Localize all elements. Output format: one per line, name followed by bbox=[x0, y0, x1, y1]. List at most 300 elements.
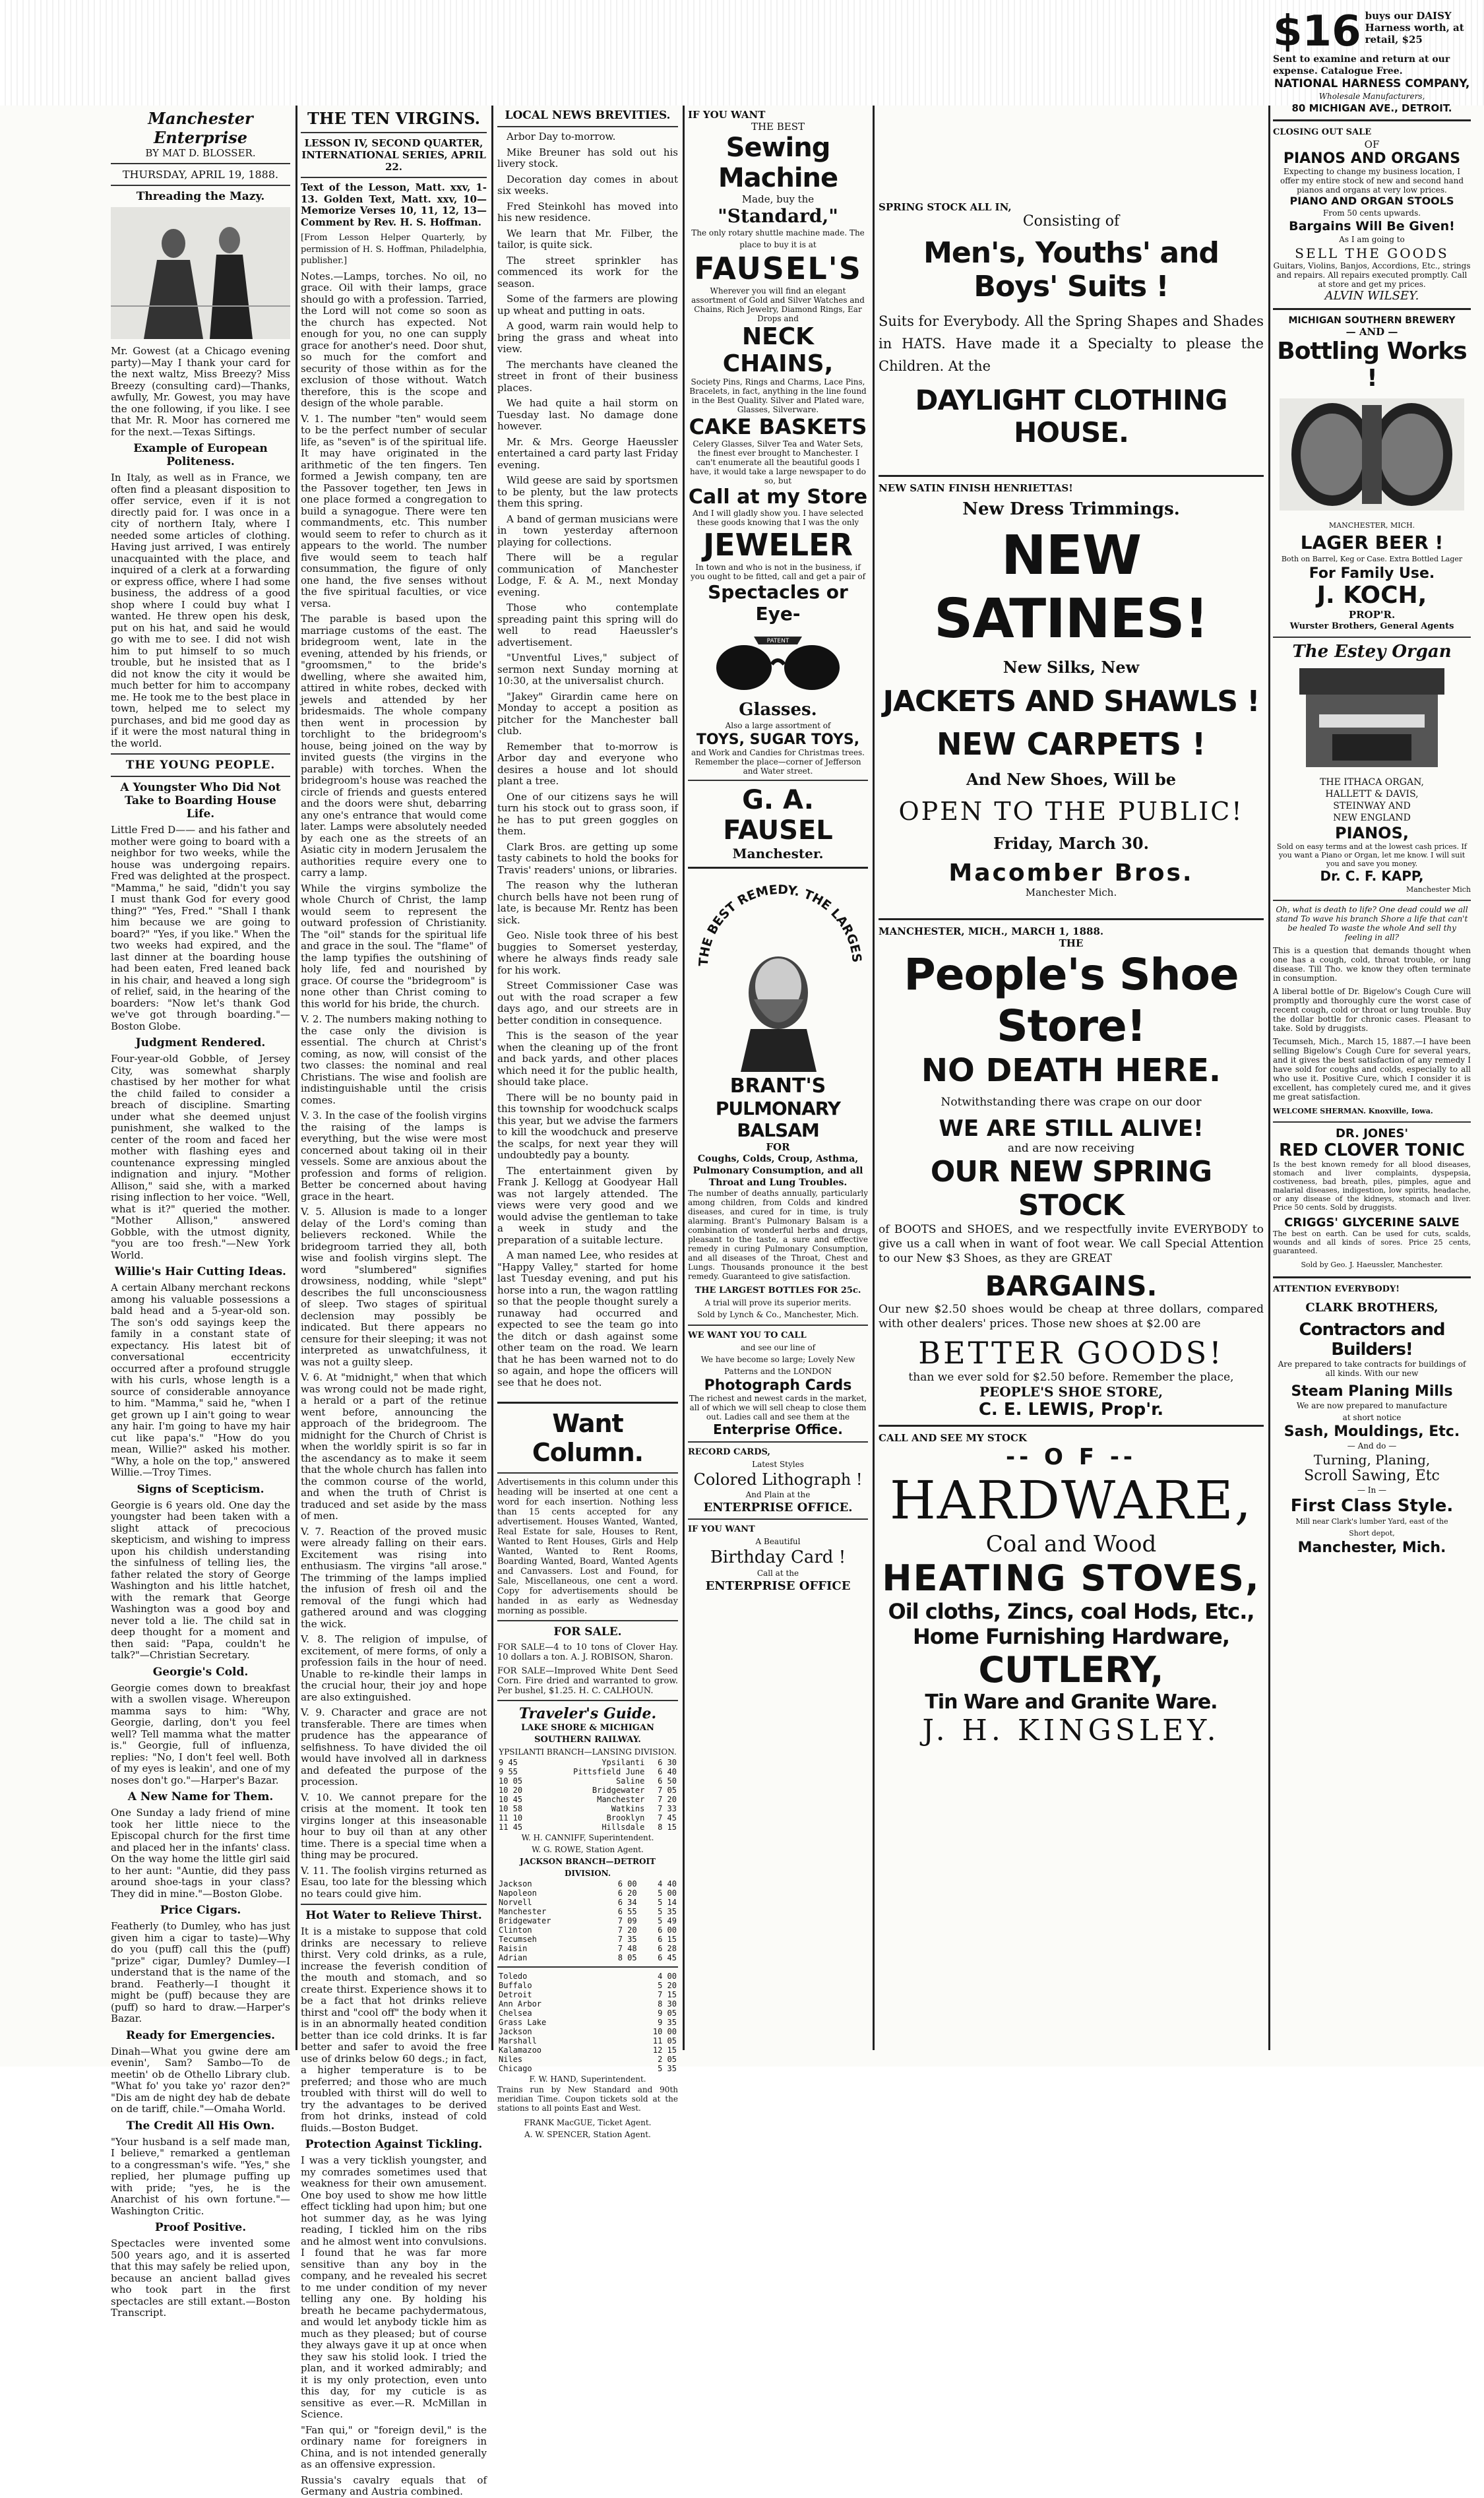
ad-line: Mill near Clark's lumber Yard, east of the bbox=[1295, 1517, 1448, 1526]
station-name: Napoleon bbox=[499, 1889, 537, 1898]
local-news-item: Some of the farmers are plowing up wheat and putting in oats. bbox=[497, 293, 678, 317]
article-text: "Your husband is a self made man, I believe," remarked a gentleman to a congressman's wife. "Yes," she replied, her plumage puffing up with pride; "yes, he is the Anarchist of his own fortune."—Washington Critic. bbox=[111, 2135, 290, 2217]
ad-line: — AND — bbox=[1345, 326, 1398, 338]
station-name: Bridgewater bbox=[499, 1916, 551, 1925]
ad-line: at short notice bbox=[1342, 1413, 1402, 1422]
article-text: V. 9. Character and grace are not transferable. There are times when prudence has the appearance of selfishness. To have divided the oil would have involved all in darkness and defeated the purpose of the procession. bbox=[301, 1706, 487, 1788]
ad-text: Wherever you will find an elegant assortment of Gold and Silver Watches and Chains, Rich Jewelry, Diamond Rings, Ear Drops and bbox=[691, 286, 865, 323]
stools-heading: PIANO AND ORGAN STOOLS bbox=[1289, 195, 1454, 207]
train-time: 5 00 bbox=[658, 1889, 677, 1898]
for-sale-ad: FOR SALE—Improved White Dent Seed Corn. Fire dried and warranted to grow. Per bushel, $1.25. H. C. CALHOUN. bbox=[497, 1666, 678, 1696]
timetable-row bbox=[497, 1823, 678, 1832]
timetable-row bbox=[497, 2064, 678, 2073]
article-text: Notes.—Lamps, torches. No oil, no grace. Oil with their lamps, grace should go with a profession. Tarried, the Lord will not come so soon as the church has expected. Not enough for you, no one can supply grace for another's need. Door shut, so much for the comfort and security of those within as for the exclusion of those without. Watch therefore, this is the scope and design of the whole parable. bbox=[301, 270, 487, 409]
station-name: Manchester bbox=[499, 1907, 547, 1916]
ad-text: Guitars, Violins, Banjos, Accordions, Etc., strings and repairs. All repairs executed promptly. Call at store and get my prices. bbox=[1273, 261, 1471, 289]
ad-line: We are now prepared to manufacture bbox=[1296, 1401, 1448, 1410]
station-agent: A. W. SPENCER, Station Agent. bbox=[524, 2130, 651, 2139]
glasses-heading: Glasses. bbox=[739, 700, 817, 720]
article-text: Dinah—What you gwine dere am evenin', Sam? Sambo—To de meetin' ob de Othello Library club. "What fo' you take yo' razor den?" "Dis am de night dey hab de debate on de tariff, chile."—Omaha World. bbox=[111, 2045, 290, 2115]
timetable-row bbox=[497, 1972, 678, 1981]
station-name: Tecumseh bbox=[499, 1935, 537, 1944]
organ-line: THE ITHACA ORGAN, bbox=[1320, 777, 1424, 788]
ad-line: than we ever sold for $2.50 before. Remember the place, bbox=[908, 1371, 1234, 1384]
timetable-main-line bbox=[497, 1972, 678, 2073]
station-name: Marshall bbox=[499, 2036, 537, 2045]
train-time: 7 20 bbox=[658, 1795, 677, 1804]
toys-heading: TOYS, SUGAR TOYS, bbox=[696, 732, 860, 748]
train-time: 6 15 bbox=[658, 1935, 677, 1944]
jeweler-heading: JEWELER bbox=[703, 527, 853, 563]
article-text: Spectacles were invented some 500 years ago, and it is asserted that this may safely be relied upon, because an ancient ballad gives who took part in the first spectacles are still extant.—Boston Transcript. bbox=[111, 2237, 290, 2319]
train-time: 8 30 bbox=[658, 1999, 677, 2009]
article-text: V. 8. The religion of impulse, of excitement, of mere forms, of only a profession fails in the hour of need. Unable to re-kindle their lamps in the crucial hour, their joy and hope are also extinguished. bbox=[301, 1633, 487, 1703]
train-time: 6 30 bbox=[658, 1758, 677, 1767]
new-carpets-heading: NEW CARPETS ! bbox=[936, 726, 1206, 762]
ad-line: THE BEST bbox=[751, 121, 805, 133]
station-name: 9 55 bbox=[499, 1767, 518, 1776]
ad-text: and Work and Candies for Christmas trees. Remember the place—corner of Jefferson and Water street. bbox=[691, 748, 865, 776]
station-name: Ann Arbor bbox=[499, 1999, 542, 2009]
train-time: 7 05 bbox=[658, 1786, 677, 1795]
timetable-row bbox=[497, 1879, 678, 1889]
oil-cloths-heading: Oil cloths, Zincs, coal Hods, Etc., bbox=[888, 1599, 1254, 1624]
local-news-item: Clark Bros. are getting up some tasty cabinets to hold the books for Travis' readers' unions, or libraries. bbox=[497, 840, 678, 876]
local-news-item: Geo. Nisle took three of his best buggies to Somerset yesterday, where he always finds ready sale for his work. bbox=[497, 929, 678, 976]
agents: Wurster Brothers, General Agents bbox=[1289, 621, 1454, 631]
merchant-name: G. A. FAUSEL bbox=[723, 785, 833, 846]
ad-line: Short depot, bbox=[1349, 1529, 1395, 1538]
dateline: MANCHESTER, MICH., MARCH 1, 1888. bbox=[879, 925, 1104, 937]
station-name: 11 45 bbox=[499, 1823, 523, 1832]
svg-text:THE BEST REMEDY. THE LARGEST: THE BEST REMEDY. THE LARGES bbox=[696, 882, 864, 967]
timetable-row bbox=[497, 2055, 678, 2064]
station-name: 11 10 bbox=[499, 1813, 523, 1823]
top-margin-scan-noise bbox=[0, 0, 1484, 106]
train-time: 8 05 bbox=[617, 1953, 637, 1962]
station-name: Jackson bbox=[499, 1879, 532, 1889]
birthday-card-heading: Birthday Card ! bbox=[710, 1547, 846, 1567]
proprietor-name: J. KOCH, bbox=[1316, 582, 1427, 609]
harness-company: NATIONAL HARNESS COMPANY, bbox=[1274, 77, 1470, 90]
enterprise-office: Enterprise Office. bbox=[713, 1421, 843, 1437]
headline: Georgie's Cold. bbox=[152, 1665, 249, 1679]
article-text: Little Fred D—— and his father and mother were going to board with a neighbor for two weeks, while the house was undergoing repairs. Fred was delighted at the prospect. "Mamma," he said, "didn't you say I must thank God for every good thing?" "Yes, Fred." "Shall I thank him because we are going to board?" "Yes, if you like." When the two weeks had expired, and the last dinner at the boarding house had been eaten, Fred leaned back in his chair, and heaved a long sigh of relief, said, in the hearing of the boarders: "Now let's thank God we've got through boarding."—Boston Globe. bbox=[111, 824, 290, 1032]
train-time: 4 40 bbox=[658, 1879, 677, 1889]
ad-line: Sold by Lynch & Co., Manchester, Mich. bbox=[697, 1310, 859, 1319]
train-time: 6 00 bbox=[658, 1925, 677, 1935]
town-name: Manchester, Mich. bbox=[1297, 1540, 1446, 1556]
ad-text: Coughs, Colds, Croup, Asthma, Pulmonary Consumption, and all Throat and Lung Troubles. bbox=[693, 1154, 863, 1188]
timetable-note: Trains run by New Standard and 90th meridian Time. Coupon tickets sold at the stations to all points East and West. bbox=[497, 2085, 678, 2113]
town-name: MANCHESTER, MICH. bbox=[1328, 521, 1415, 530]
ad-text: The best on earth. Can be used for cuts, scalds, wounds and all kinds of sores. Price 25 cents, guaranteed. bbox=[1273, 1230, 1471, 1255]
station-name: Adrian bbox=[499, 1953, 528, 1962]
no-death-heading: NO DEATH HERE. bbox=[921, 1052, 1221, 1089]
train-time: 6 45 bbox=[658, 1953, 677, 1962]
article-text: The parable is based upon the marriage customs of the east. The bridegroom went, late in the evening, attended by his friends, or "groomsmen," to the bride's dwelling, where she awaited him, attired in white robes, decked with jewels and attended by her bridesmaids. The whole company then went in procession by torchlight to the bridegroom's house, being joined on the way by invited guests (the virgins in the parable) with torches. When the bridegroom's house was reached the circle of friends and guests entered and the doors were shut, debarring any one's entrance that would come later. Lamps were absolutely needed by each one as the streets of an Asiatic city in modern Jerusalem the authorities require every one to carry a lamp. bbox=[301, 613, 487, 879]
steam-planing-heading: Steam Planing Mills bbox=[1291, 1383, 1453, 1400]
local-news-item: Wild geese are said by sportsmen to be plenty, but the law protects them this spring. bbox=[497, 474, 678, 509]
organ-line: NEW ENGLAND bbox=[1333, 813, 1411, 823]
timetable-row bbox=[497, 1776, 678, 1786]
article-text: V. 10. We cannot prepare for the crisis at the moment. It took ten virgins longer at this inseasonable hour to buy oil than at any other time. There is a special time when a thing may be procured. bbox=[301, 1791, 487, 1861]
ad-text: Is the best known remedy for all blood diseases, stomach and liver complaints, dyspepsia, costiveness, bad breath, piles, pimples, ague and malarial diseases, indigestion, low spirits, headache, or any disease of the kidneys, stomach and liver. Price 50 cents. Sold by druggists. bbox=[1273, 1160, 1471, 1212]
station-name: Grass Lake bbox=[499, 2018, 547, 2027]
timetable-row bbox=[497, 1916, 678, 1925]
local-news-item: Mike Breuner has sold out his livery stock. bbox=[497, 146, 678, 170]
train-time: 6 40 bbox=[658, 1767, 677, 1776]
ad-text: Our new $2.50 shoes would be cheap at three dollars, compared with other dealers' prices. Those new shoes at $2.00 are bbox=[879, 1303, 1264, 1330]
station-name: Niles bbox=[499, 2055, 523, 2064]
heating-stoves-heading: HEATING STOVES, bbox=[882, 1557, 1260, 1599]
kapp-name: Dr. C. F. KAPP, bbox=[1320, 868, 1424, 884]
caption: Mr. Gowest (at a Chicago evening party)—May I thank your card for the next waltz, Miss Breezy? Miss Breezy (consulting card)—Thanks, awfully, Mr. Gowest, you may have the one following, if you like. I see that Mr. R. Moor has cornered me for the next.—Texas Siftings. bbox=[111, 345, 290, 438]
train-time: 11 05 bbox=[652, 2036, 677, 2045]
headline: Threading the Mazy. bbox=[136, 190, 265, 203]
ad-line: Made, buy the bbox=[741, 193, 815, 205]
proprietor-name: C. E. LEWIS, Prop'r. bbox=[978, 1400, 1164, 1420]
train-time: Bridgewater bbox=[592, 1786, 645, 1795]
ad-line: — In — bbox=[1357, 1485, 1387, 1495]
address: 80 MICHIGAN AVE., DETROIT. bbox=[1291, 102, 1452, 114]
local-news-list bbox=[497, 131, 678, 1389]
local-news-item: A man named Lee, who resides at "Happy Valley," started for home last Tuesday evening, and put his horse into a run, the wagon rattling so that the people thought surely a runaway had occurred and expected to see the team go into the ditch or dash against some other team on the road. We learn that he has been warned not to do so again, and hope the officers will see that he does not. bbox=[497, 1249, 678, 1389]
train-time: Saline bbox=[616, 1776, 645, 1786]
timetable-row bbox=[497, 1758, 678, 1767]
standard-heading: "Standard," bbox=[718, 205, 838, 227]
ad-text: Sent to examine and return at our expense. Catalogue Free. bbox=[1273, 54, 1450, 77]
timetable-row bbox=[497, 1767, 678, 1776]
kingsley-heading: J. H. KINGSLEY. bbox=[922, 1714, 1220, 1747]
ad-line: FOR bbox=[766, 1141, 790, 1153]
article-text: V. 1. The number "ten" would seem to be the perfect number of secular life, as "seven" is of the spiritual life. It may have originated in the arithmetic of the ten fingers. Ten formed a Jewish company, ten are the Passover together, ten Jews in one place formed a congregation to build a synagogue. There were ten commandments, etc. This number would seem to refer to church as it appears to the world. The number five would seem to teach half consummation, the figure of only one hand, the five senses without the five spiritual faculties, or vice versa. bbox=[301, 412, 487, 609]
ad-text: of BOOTS and SHOES, and we respectfully invite EVERYBODY to give us a call when in want of foot wear. We call Special Attention to our New $3 Shoes, as they are GREAT bbox=[879, 1223, 1264, 1265]
jackets-shawls-heading: JACKETS AND SHAWLS ! bbox=[882, 685, 1260, 718]
train-time: 5 14 bbox=[658, 1898, 677, 1907]
coal-wood-heading: Coal and Wood bbox=[985, 1531, 1157, 1557]
ad-line: Sold by Geo. J. Haeussler, Manchester. bbox=[1301, 1261, 1443, 1269]
article-text: Four-year-old Gobble, of Jersey City, was somewhat sharply chastised by her mother for what the child failed to consider a breach of discipline. Smarting under what she deemed unjust punishment, she walked to the center of the room and faced her mother with flashing eyes and countenance expressing mingled indignation and injury. "Mother Allison," said she, with a marked rising inflection to her voice. "Well, what is it?" queried the mother. "Mother Allison," answered Gobble, with the utmost dignity, "you are too fresh."—New York World. bbox=[111, 1053, 290, 1261]
train-time: Ypsilanti bbox=[602, 1758, 645, 1767]
station-name: 10 20 bbox=[499, 1786, 523, 1795]
ad-text: Expecting to change my business location, I offer my entire stock of new and second hand pianos and organs at very low prices. bbox=[1280, 167, 1464, 195]
tin-ware-heading: Tin Ware and Granite Ware. bbox=[925, 1691, 1218, 1714]
station-name: Detroit bbox=[499, 1990, 532, 1999]
svg-text:PATENT: PATENT bbox=[766, 638, 789, 644]
station-name: Clinton bbox=[499, 1925, 532, 1935]
train-time: 10 00 bbox=[652, 2027, 677, 2036]
for-sale-title: FOR SALE. bbox=[553, 1625, 622, 1639]
local-news-item: Arbor Day to-morrow. bbox=[507, 131, 616, 142]
article-text: V. 5. Allusion is made to a longer delay of the Lord's coming than believers reckoned. While the bridegroom tarried they all, both wise and foolish virgins slept. The word "slumbered" signifies drowsiness, nodding, while "slept" describes the full unconsciousness of sleep. Two stages of spiritual declension may possibly be indicated. But there appears no censure for their sleeping; it was not interpreted as unwatchfulness, it was not a guilty sleep. bbox=[301, 1206, 487, 1368]
suits-heading: Men's, Youths' and Boys' Suits ! bbox=[923, 236, 1219, 303]
train-time: 9 35 bbox=[658, 2018, 677, 2027]
timetable-ypsilanti bbox=[497, 1758, 678, 1832]
ad-line: OF bbox=[1364, 139, 1380, 150]
brants-balsam-portrait bbox=[688, 874, 868, 1072]
ad-intro: IF YOU WANT bbox=[688, 1524, 755, 1534]
train-time: 12 15 bbox=[652, 2045, 677, 2055]
article-text: I was a very ticklish youngster, and my comrades sometimes used that weakness for their own amusement. One boy used to show me how little effect tickling had upon him; but one hot summer day, as he was lying reading, I tickled him on the ribs and he almost went into convulsions. I found that he was far more sensitive than any boy in the company, and he revealed his secret to me under condition of my never telling any one. By holding his breath he became pachydermatous, and would let anybody tickle him as much as they pleased; but of course they always gave it up at once when they saw his stolid look. I tried the plan, and it worked admirably; and it is my only protection, even unto this day, for my cuticle is as sensitive as ever.—R. McMillan in Science. bbox=[301, 2154, 487, 2420]
ad-text: Sold on easy terms and at the lowest cash prices. If you want a Piano or Organ, let me know. I will suit you and save you money. bbox=[1277, 842, 1467, 868]
column-1 bbox=[111, 109, 290, 2319]
ad-intro: NEW SATIN FINISH HENRIETTAS! bbox=[879, 482, 1073, 494]
bargains-heading: BARGAINS. bbox=[985, 1270, 1158, 1302]
timetable-row bbox=[497, 2009, 678, 2018]
timetable-row bbox=[497, 1813, 678, 1823]
ad-line: THE bbox=[1059, 937, 1084, 949]
column-6 bbox=[1273, 7, 1471, 2050]
column-rule bbox=[491, 106, 493, 2050]
ad-intro: ATTENTION EVERYBODY! bbox=[1273, 1284, 1400, 1294]
ad-intro: RECORD CARDS, bbox=[688, 1447, 770, 1457]
brewery-name: MICHIGAN SOUTHERN BREWERY bbox=[1288, 315, 1456, 326]
article-text: It is a mistake to suppose that cold drinks are necessary to relieve thirst. Very cold drinks, as a rule, increase the feverish condition of the mouth and stomach, and so create thirst. Experience shows it to be a fact that hot drinks relieve thirst and "cool off" the body when it is in an abnormally heated condition better than ice cold drinks. It is far better and safer to avoid the free use of drinks below 60 degs.; in fact, a higher temperature is to be preferred; and those who are much troubled with thirst will do well to try the advantages to be derived from hot drinks, instead of cold fluids.—Boston Budget. bbox=[301, 1925, 487, 2134]
family-use-heading: For Family Use. bbox=[1309, 565, 1435, 582]
headline: A Youngster Who Did Not Take to Boarding House Life. bbox=[120, 781, 281, 821]
ad-line: New Silks, New bbox=[1003, 658, 1140, 677]
local-news-item: This is the season of the year when the cleaning up of the front and back yards, and other places which need it for the public health, should take place. bbox=[497, 1030, 678, 1088]
new-satines-heading: NEW SATINES! bbox=[934, 524, 1208, 650]
article-text: Russia's cavalry equals that of Germany and Austria combined. bbox=[301, 2474, 487, 2497]
local-news-item: The reason why the lutheran church bells have not been rung of late, is because Mr. Rentz has been sick. bbox=[497, 879, 678, 926]
headline: Willie's Hair Cutting Ideas. bbox=[115, 1265, 286, 1278]
article-text: V. 11. The foolish virgins returned as Esau, too late for the blessing which no tears could give him. bbox=[301, 1864, 487, 1900]
still-alive-heading: WE ARE STILL ALIVE! bbox=[939, 1115, 1204, 1142]
organ-illustration bbox=[1273, 662, 1471, 774]
local-news-item: "Unventful Lives," subject of sermon next Sunday morning at 10:30, at the universalist church. bbox=[497, 652, 678, 687]
timetable-row bbox=[497, 1935, 678, 1944]
ad-intro: IF YOU WANT bbox=[688, 109, 766, 121]
ad-line: And Plain at the bbox=[745, 1490, 811, 1499]
lesson-text-reference: Text of the Lesson, Matt. xxv, 1-13. Golden Text, Matt. xxv, 10—Memorize Verses 10, 11, 12, 13—Comment by Rev. H. S. Hoffman. bbox=[301, 181, 487, 228]
ad-text: Society Pins, Rings and Charms, Lace Pins, Bracelets, in fact, anything in the line found in the Best Quality. Silver and Plated ware, Glasses, Silverware. bbox=[689, 377, 867, 414]
bargains-heading: Bargains Will Be Given! bbox=[1289, 219, 1455, 234]
lager-beer-heading: LAGER BEER ! bbox=[1300, 532, 1444, 553]
train-time: 5 49 bbox=[658, 1916, 677, 1925]
superintendent: W. H. CANNIFF, Superintendent. bbox=[521, 1833, 654, 1842]
train-time: 7 45 bbox=[658, 1813, 677, 1823]
ad-line: And New Shoes, Will be bbox=[966, 770, 1176, 789]
headline: Protection Against Tickling. bbox=[305, 2138, 483, 2151]
fausels-heading: FAUSEL'S bbox=[694, 251, 862, 286]
ad-line: Consisting of bbox=[1022, 213, 1120, 230]
station-name: Jackson bbox=[499, 2027, 532, 2036]
ad-text: Suits for Everybody. All the Spring Shapes and Shades in HATS. Have made it a Specialty to please the Children. At the bbox=[879, 313, 1264, 374]
station-name: Toledo bbox=[499, 1972, 528, 1981]
lesson-note: [From Lesson Helper Quarterly, by permission of H. S. Hoffman, Philadelphia, publisher.] bbox=[301, 233, 487, 266]
headline: Proof Positive. bbox=[154, 2221, 247, 2234]
timetable-row bbox=[497, 1786, 678, 1795]
train-time: 7 15 bbox=[658, 1990, 677, 1999]
column-rule bbox=[1268, 106, 1270, 2050]
train-time: 7 33 bbox=[658, 1804, 677, 1813]
headline: Example of European Politeness. bbox=[133, 442, 268, 468]
ad-intro: CLOSING OUT SALE bbox=[1273, 127, 1372, 137]
estey-organ-banner: The Estey Organ bbox=[1292, 642, 1452, 662]
local-news-item: Decoration day comes in about six weeks. bbox=[497, 173, 678, 197]
for-sale-ad: FOR SALE—4 to 10 tons of Clover Hay. 10 dollars a ton. A. J. ROBISON, Sharon. bbox=[497, 1642, 678, 1662]
shoe-store-name: PEOPLE'S SHOE STORE, bbox=[979, 1384, 1163, 1400]
ad-text: Celery Glasses, Silver Tea and Water Sets, the finest ever brought to Manchester. I can't enumerate all the beautiful goods I have, it would take a large newspaper to do so, but bbox=[689, 439, 867, 485]
bottling-works-heading: Bottling Works ! bbox=[1277, 338, 1467, 392]
local-news-item: There will be a regular communication of Manchester Lodge, F. & A. M., next Monday evening. bbox=[497, 551, 678, 598]
train-time: 7 09 bbox=[617, 1916, 637, 1925]
dress-trimmings-heading: New Dress Trimmings. bbox=[962, 499, 1180, 519]
timetable-row bbox=[497, 1907, 678, 1916]
ticket-agent: FRANK MacGUE, Ticket Agent. bbox=[524, 2118, 652, 2127]
column-rule bbox=[683, 106, 685, 2050]
pulmonary-balsam-heading: PULMONARY BALSAM bbox=[715, 1098, 841, 1141]
pianos-organs-heading: PIANOS AND ORGANS bbox=[1283, 150, 1461, 167]
ad-text: The number of deaths annually, particularly among children, from Colds and kindred diseases, and cured for in time, is truly alarming. Brant's Pulmonary Balsam is a combination of wonderful herbs and drugs, pleasant to the taste, a sure and effective remedy in curing Pulmonary Consumption, and all diseases of the Throat, Chest and Lungs. Thousands pronounce it the best remedy. Guaranteed to give satisfaction. bbox=[688, 1189, 868, 1281]
station-name: Kalamazoo bbox=[499, 2045, 542, 2055]
train-time: 6 50 bbox=[658, 1776, 677, 1786]
ad-text: A liberal bottle of Dr. Bigelow's Cough Cure will promptly and thoroughly cure the worst case of recent cough, cold or throat or lung trouble. Buy the dollar bottle for chronic cases. Pleasant to take. Sold by druggists. bbox=[1273, 987, 1471, 1033]
home-furnishing-heading: Home Furnishing Hardware, bbox=[912, 1624, 1229, 1649]
column-rule bbox=[873, 106, 875, 2050]
organ-line: HALLETT & DAVIS, bbox=[1325, 789, 1419, 799]
timetable-row bbox=[497, 1953, 678, 1962]
travelers-guide-title: Traveler's Guide. bbox=[518, 1705, 657, 1722]
call-at-store-heading: Call at my Store bbox=[688, 485, 868, 509]
ad-text: Are prepared to take contracts for buildings of all kinds. With our new bbox=[1278, 1359, 1466, 1378]
article-text: V. 6. At "midnight," when that which was wrong could not be made right, a herald or a part of the retinue went before, announcing the approach of the bridegroom. The midnight for the Church of Christ is when the worldly spirit is so far in the ascendancy as to make it seem that the whole church has fallen into the common course of the world, and when the truth of Christ is traduced and set aside by the mass of men. bbox=[301, 1371, 487, 1522]
cake-baskets-heading: CAKE BASKETS bbox=[689, 414, 867, 439]
enterprise-office: ENTERPRISE OFFICE bbox=[705, 1579, 851, 1593]
local-news-item: We learn that Mr. Filber, the tailor, is quite sick. bbox=[497, 227, 678, 251]
masthead-date: THURSDAY, APRIL 19, 1888. bbox=[122, 168, 279, 181]
train-time: 6 28 bbox=[658, 1944, 677, 1953]
local-news-item: Fred Steinkohl has moved into his new residence. bbox=[497, 200, 678, 224]
headline: Price Cigars. bbox=[160, 1904, 241, 1917]
station-name: 10 58 bbox=[499, 1804, 523, 1813]
local-news-item: Mr. & Mrs. George Haeussler entertained a card party last Friday evening. bbox=[497, 435, 678, 471]
peoples-shoe-store-heading: People's Shoe Store! bbox=[904, 949, 1239, 1051]
want-column-title: Want Column. bbox=[532, 1409, 644, 1467]
article-text: "Fan qui," or "foreign devil," is the ordinary name for foreigners in China, and is not intended generally as an offensive expression. bbox=[301, 2423, 487, 2470]
local-news-item: Those who contemplate spreading paint this spring will do well to read Haeussler's advertisement. bbox=[497, 602, 678, 648]
train-time: 5 20 bbox=[658, 1981, 677, 1990]
train-time: 6 20 bbox=[617, 1889, 637, 1898]
dancing-couple-illustration bbox=[111, 207, 290, 339]
cutlery-heading: CUTLERY, bbox=[978, 1649, 1164, 1691]
local-news-item: We had quite a hail storm on Tuesday last. No damage done however. bbox=[497, 397, 678, 432]
station-name: Chelsea bbox=[499, 2009, 532, 2018]
photograph-cards-heading: Photograph Cards bbox=[704, 1377, 852, 1394]
article-text: In Italy, as well as in France, we often find a pleasant disposition to offer service, even if it is not directly paid for. I was once in a city of northern Italy, where I needed some articles of clothing. Having just arrived, I was entirely unacquainted with the place, and inquired of a clerk at a forwarding or express office, where I had some business, the address of a good shop where I could buy what I wanted. He threw open his desk, put on his hat, and said he would go with me to see. I did not wish him to put himself to so much trouble, but he insisted that as I did not know the city it would be much better for him to accompany me. He took me to the best place in town, helped me to select my purchases, and bid me good day as if it were the most natural thing in the world. bbox=[111, 472, 290, 749]
station-name: 9 45 bbox=[499, 1758, 518, 1767]
pianos-heading: PIANOS, bbox=[1335, 824, 1409, 842]
timetable-row bbox=[497, 1795, 678, 1804]
ad-line: Latest Styles bbox=[752, 1460, 804, 1469]
timetable-row bbox=[497, 1889, 678, 1898]
clark-brothers: CLARK BROTHERS, bbox=[1305, 1301, 1438, 1315]
station-name: Chicago bbox=[499, 2064, 532, 2073]
sash-heading: Sash, Mouldings, Etc. bbox=[1283, 1423, 1460, 1440]
train-time: Brooklyn bbox=[606, 1813, 645, 1823]
train-time: Pittsfield June bbox=[572, 1767, 645, 1776]
local-news-item: The street sprinkler has commenced its work for the season. bbox=[497, 254, 678, 290]
station-name: 10 45 bbox=[499, 1795, 523, 1804]
timetable-row bbox=[497, 1898, 678, 1907]
hardware-heading: HARDWARE, bbox=[890, 1470, 1252, 1531]
merchant-name: ALVIN WILSEY. bbox=[1324, 289, 1419, 303]
ad-intro: WE WANT YOU TO CALL bbox=[688, 1330, 807, 1340]
better-goods-heading: BETTER GOODS! bbox=[918, 1335, 1224, 1371]
ad-intro: CALL AND SEE MY STOCK bbox=[879, 1432, 1027, 1444]
column-5 bbox=[879, 109, 1264, 2050]
train-time: 4 00 bbox=[658, 1972, 677, 1981]
local-news-item: Remember that to-morrow is Arbor day and everyone who desires a house and lot should plant a tree. bbox=[497, 740, 678, 787]
timetable-row bbox=[497, 2027, 678, 2036]
ad-intro: SPRING STOCK ALL IN, bbox=[879, 201, 1012, 213]
ad-line: and see our line of bbox=[740, 1343, 816, 1352]
ad-text: And I will gladly show you. I have selected these goods knowing that I was the only bbox=[692, 509, 864, 527]
article-text: Featherly (to Dumley, who has just given him a cigar to taste)—Why do you (puff) call this the (puff) "prize" cigar, Dumley? Dumley—I understand that is the name of the brand. Featherly—I thought it might be (puff) because they are (puff) so hard to draw.—Harper's Bazar. bbox=[111, 1920, 290, 2024]
timetable-row bbox=[497, 1925, 678, 1935]
timetable-row bbox=[497, 1944, 678, 1953]
train-time: 5 35 bbox=[658, 1907, 677, 1916]
ad-line: — And do — bbox=[1347, 1441, 1397, 1451]
local-news-item: There will be no bounty paid in this township for woodchuck scalps this year, but we advise the farmers to kill the woodchuck and preserve the scalps, for next year they will undoubtedly pay a bounty. bbox=[497, 1091, 678, 1161]
ad-text: The richest and newest cards in the market, all of which we will sell cheap to close them out. Ladies call and see them at the bbox=[689, 1394, 867, 1421]
local-news-item: "Jakey" Girardin came here on Monday to accept a position as pitcher for the Manchester ball club. bbox=[497, 690, 678, 737]
ad-line: THE LARGEST BOTTLES FOR 25c. bbox=[695, 1286, 861, 1296]
article-text: While the virgins symbolize the whole Church of Christ, the lamp would seem to represent the outward profession of Christianity. The "oil" stands for the spiritual life and grace in the soul. The "flame" of the lamp typifies the outshining of holy life, fed and nourished by grace. Of course the "bridegroom" is none other than Christ coming to this world for his bride, the church. bbox=[301, 882, 487, 1010]
station-name: Norvell bbox=[499, 1898, 532, 1907]
turning-heading: Turning, Planing, bbox=[1313, 1452, 1431, 1468]
organ-line: STEINWAY AND bbox=[1333, 801, 1411, 811]
train-time: 7 35 bbox=[617, 1935, 637, 1944]
headline: A New Name for Them. bbox=[127, 1790, 274, 1803]
station-name: 10 05 bbox=[499, 1776, 523, 1786]
station-name: Buffalo bbox=[499, 1981, 532, 1990]
timetable-row bbox=[497, 1999, 678, 2009]
column-4 bbox=[688, 109, 868, 2050]
lesson-title: THE TEN VIRGINS. bbox=[307, 109, 480, 128]
headline: Signs of Scepticism. bbox=[137, 1482, 264, 1496]
article-text: One Sunday a lady friend of mine took her little niece to the Episcopal church for the first time and placed her in the infants' class. On the way home the little girl said to her aunt: "Auntie, did they pass around shoe-tags in your class? They did in mine."—Boston Globe. bbox=[111, 1807, 290, 1900]
article-text: Georgie is 6 years old. One day the youngster had been taken with a slight attack of precocious skepticism, and wishing to impress upon his childish understanding the sinfulness of telling lies, the father related the story of George Washington and his little hatchet, with the remark that George Washington was a good boy and never told a lie. The child sat in deep thought for a moment and then said: "Papa, couldn't he talk?"—Christian Secretary. bbox=[111, 1499, 290, 1661]
train-time: Watkins bbox=[611, 1804, 645, 1813]
town-name: Manchester Mich. bbox=[1025, 887, 1117, 898]
local-news-item: One of our citizens says he will turn his stock out to grass soon, if he has to put green goggles on them. bbox=[497, 790, 678, 837]
dr-jones: DR. JONES' bbox=[1335, 1127, 1409, 1140]
ad-text: Tecumseh, Mich., March 15, 1887.—I have been selling Bigelow's Cough Cure for several years, and it gives the best satisfaction of any remedy I have sold for coughs and colds, especially to all who use it. Positive Cure, which I consider it is excellent, has completely cured me, and it gives me great satisfaction. bbox=[1273, 1037, 1471, 1102]
timetable-row bbox=[497, 2018, 678, 2027]
timetable-row bbox=[497, 1981, 678, 1990]
macomber-bros-heading: Macomber Bros. bbox=[948, 859, 1194, 887]
enterprise-office: ENTERPRISE OFFICE. bbox=[703, 1501, 853, 1514]
open-to-public-heading: OPEN TO THE PUBLIC! bbox=[898, 797, 1244, 826]
train-time: Manchester bbox=[597, 1795, 645, 1804]
train-time: 6 34 bbox=[617, 1898, 637, 1907]
railway-branch: JACKSON BRANCH—DETROIT DIVISION. bbox=[520, 1857, 656, 1878]
station-name: Raisin bbox=[499, 1944, 528, 1953]
ad-line: PROP'R. bbox=[1348, 609, 1396, 621]
ad-line: Both on Barrel, Keg or Case. Extra Bottled Lager bbox=[1281, 555, 1463, 563]
headline: The Credit All His Own. bbox=[126, 2119, 275, 2133]
testimonial-signature: WELCOME SHERMAN. Knoxville, Iowa. bbox=[1273, 1107, 1433, 1115]
timetable-row bbox=[497, 1804, 678, 1813]
town-name: Manchester. bbox=[732, 846, 824, 861]
ad-line: A Beautiful bbox=[755, 1537, 801, 1546]
ad-line: Notwithstanding there was crape on our door bbox=[941, 1096, 1202, 1109]
ad-text: buys our DAISY Harness worth, at retail, $25 bbox=[1365, 10, 1464, 46]
column-2 bbox=[301, 109, 487, 2497]
